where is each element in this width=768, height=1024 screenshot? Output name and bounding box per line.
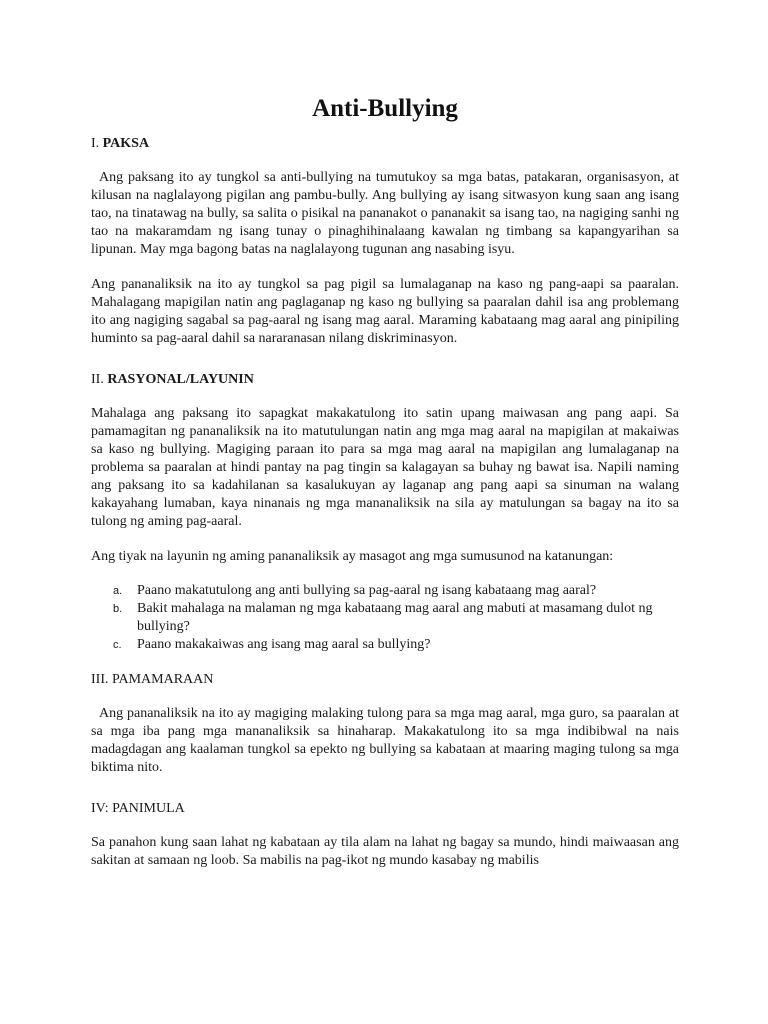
list-item	[91, 636, 679, 654]
paragraph: Sa panahon kung saan lahat ng kabataan ay tila alam na lahat ng bagay sa mundo, hindi maiwaasan ang sakitan at samaan ng loob. Sa mabilis na pag-ikot ng mundo kasabay ng mabilis	[91, 835, 679, 868]
section-title: PAKSA	[102, 136, 150, 151]
paragraph: Ang tiyak na layunin ng aming pananaliksik ay masagot ang mga sumusunod na katanungan:	[91, 549, 614, 564]
list-marker: a.	[113, 585, 123, 597]
section-heading-paksa	[91, 135, 679, 153]
document-page	[91, 92, 679, 887]
list-marker: b.	[113, 603, 123, 615]
paragraph: Ang pananaliksik na ito ay magiging malaking tulong para sa mga mag aaral, mga guro, sa paaralan at sa mga iba pang mga mananaliksik sa hinaharap. Makakatulong ito sa mga indibibwal na nais madagdagan ang kaalaman tungkol sa epekto ng bullying sa kabataan at maaring maging tulong sa mga biktima nito.	[91, 706, 679, 775]
list-item-text: Paano makatutulong ang anti bullying sa pag-aaral ng isang kabataang mag aaral?	[137, 583, 597, 598]
section-heading-pamamaraan: III. PAMAMARAAN	[91, 672, 214, 687]
list-item	[91, 582, 679, 600]
list-item	[91, 600, 679, 636]
paragraph: Ang paksang ito ay tungkol sa anti-bullying na tumutukoy sa mga batas, patakaran, organisasyon, at kilusan na naglalayong pigilan ang pambu-bully. Ang bullying ay isang sitwasyon kung saan ang isang tao, na tinatawag na bully, sa salita o pisikal na pananakot o pananakit sa isang tao, na nagiging sanhi ng tao na makaramdam ng isang tunay o pinaghihinalaang kawalan ng timbang sa kapangyarihan sa lipunan. May mga bagong batas na naglalayong tugunan ang nasabing isyu.	[91, 170, 679, 257]
list-item-text: Paano makakaiwas ang isang mag aaral sa bullying?	[137, 637, 431, 652]
paragraph: Mahalaga ang paksang ito sapagkat makakatulong ito satin upang maiwasan ang pang aapi. Sa pamamagitan ng pananaliksik na ito matutulungan natin ang mga mag aaral na mapigilan at makaiwas sa kaso ng bullying. Magiging paraan ito para sa mga mag aaral na mapigilan ang lumalaganap na problema sa paaralan at hindi pantay na pag tingin sa kalagayan sa buhay ng bawat isa. Napili naming ang paksang ito sa kadahilanan sa kasalukuyan ay laganap ang pang aapi sa sinuman na walang kakayahang lumaban, kaya ninanais ng mga mananaliksik na sila ay matulungan sa bagay na ito sa tulong ng aming pag-aaral.	[91, 406, 679, 529]
section-number: I.	[91, 136, 100, 151]
section-heading-panimula: IV: PANIMULA	[91, 801, 185, 816]
question-list	[91, 582, 679, 654]
paragraph: Ang pananaliksik na ito ay tungkol sa pag pigil sa lumalaganap na kaso ng pang-aapi sa paaralan. Mahalagang mapigilan natin ang paglaganap ng kaso ng bullying sa paaralan dahil isa ang problemang ito ang nagiging sagabal sa pag-aaral ng isang mag aaral. Maraming kabataang mag aaral ang pinipiling huminto sa pag-aaral dahil sa nararanasan nilang diskriminasyon.	[91, 277, 679, 346]
section-heading-rasyonal	[91, 371, 679, 389]
section-number: II.	[91, 372, 104, 387]
document-title: Anti-Bullying	[312, 95, 458, 122]
list-marker: c.	[113, 639, 122, 651]
section-title: RASYONAL/LAYUNIN	[107, 372, 254, 387]
list-item-text: Bakit mahalaga na malaman ng mga kabataang mag aaral ang mabuti at masamang dulot ng bullying?	[137, 601, 653, 634]
